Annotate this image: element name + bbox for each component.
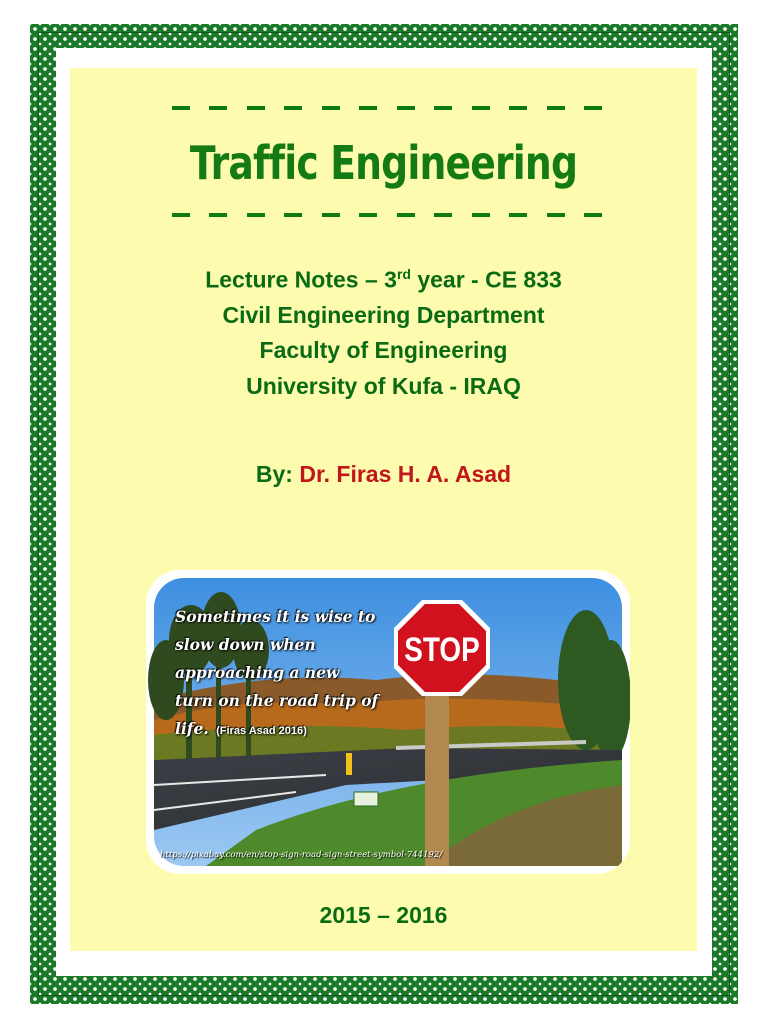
stop-sign-text: STOP bbox=[404, 630, 480, 669]
academic-years: 2015 – 2016 bbox=[319, 902, 448, 928]
photo-quote bbox=[175, 603, 415, 745]
quote-line: Sometimes it is wise to bbox=[175, 607, 376, 626]
author-line bbox=[70, 461, 697, 488]
course-line bbox=[70, 266, 697, 294]
faculty-line: Faculty of Engineering bbox=[259, 337, 508, 363]
document-title: Traffic Engineering bbox=[189, 136, 578, 190]
author-name: Dr. Firas H. A. Asad bbox=[299, 461, 512, 487]
department-line: Civil Engineering Department bbox=[222, 302, 545, 328]
quote-last-line bbox=[175, 715, 415, 745]
course-line-prefix: Lecture Notes – 3 bbox=[205, 266, 397, 293]
quote-line: turn on the road trip of bbox=[175, 691, 379, 710]
quote-line: slow down when bbox=[175, 635, 316, 654]
author-label: By: bbox=[255, 461, 300, 487]
photo-source-url: https://pixabay.com/en/stop-sign-road-sign-street-symbol-744192/ bbox=[160, 850, 443, 860]
course-line-suffix: year - CE 833 bbox=[410, 266, 562, 293]
quote-line: approaching a new bbox=[175, 663, 340, 682]
quote-credit: (Firas Asad 2016) bbox=[216, 725, 307, 737]
bottom-dashed-rule bbox=[172, 211, 602, 219]
ordinal-suffix: rd bbox=[396, 266, 411, 282]
university-line: University of Kufa - IRAQ bbox=[246, 373, 521, 399]
quote-line: life. bbox=[175, 719, 209, 738]
top-dashed-rule bbox=[172, 104, 602, 112]
